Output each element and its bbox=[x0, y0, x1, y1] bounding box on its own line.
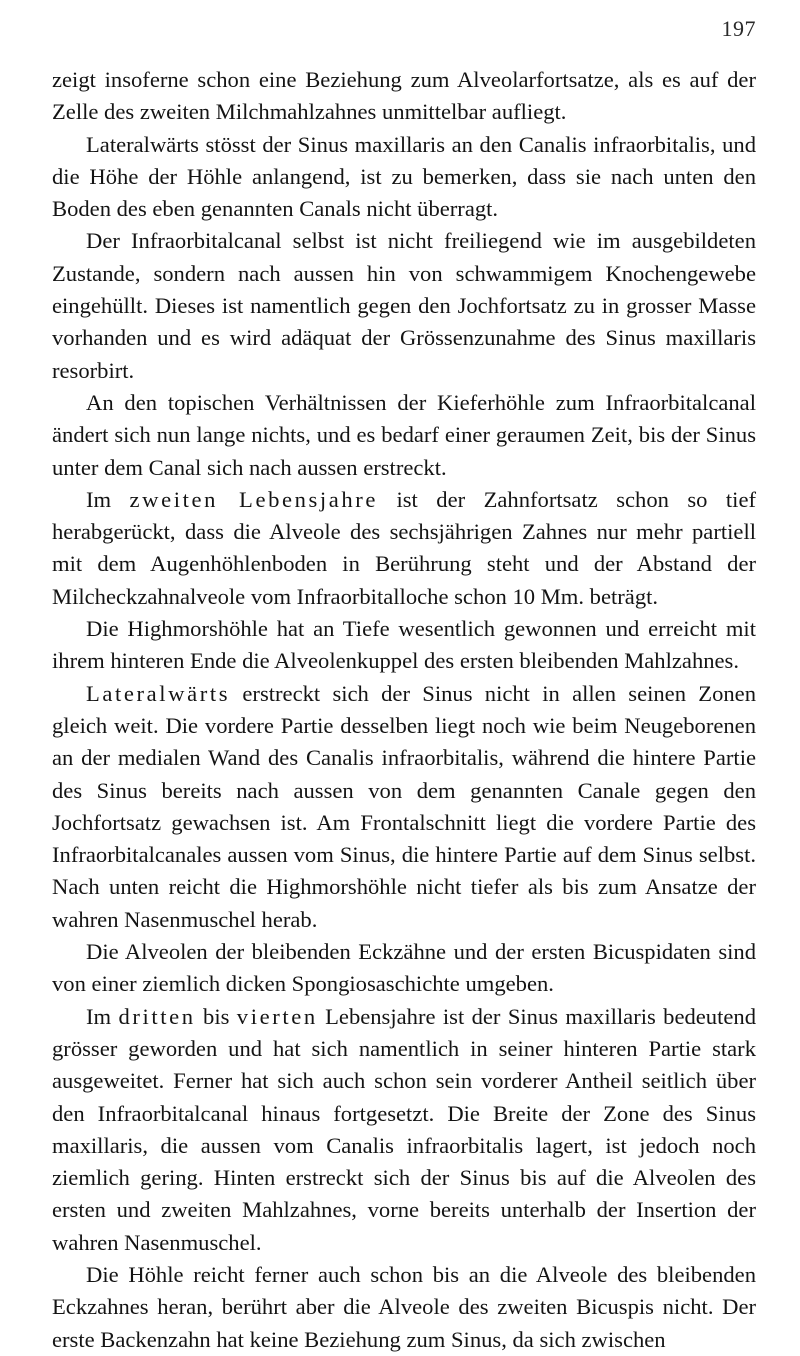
paragraph-p6 bbox=[52, 613, 756, 678]
paragraph-p4 bbox=[52, 387, 756, 484]
paragraph-text: Die Alveolen der bleibenden Eckzähne und der ersten Bicuspidaten sind von einer ziemlich dicken Spongiosaschichte umgeben. bbox=[52, 939, 756, 997]
spaced-emphasis-text: Lateralwärts bbox=[86, 680, 231, 706]
paragraph-text: erstreckt sich der Sinus nicht in allen seinen Zonen gleich weit. Die vordere Partie desselben liegt noch wie beim Neugeborenen an der medialen Wand des Canalis infraorbitalis, während die hintere Partie des Sinus bereits nach aussen von dem genannten Canale gegen den Jochfortsatz gewachsen ist. Am Frontalschnitt liegt die vordere Partie des Infraorbitalcanales aussen vom Sinus, die hintere Partie auf dem Sinus selbst. Nach unten reicht die Highmorshöhle nicht tiefer als bis zum Ansatze der wahren Nasenmuschel herab. bbox=[52, 680, 756, 932]
paragraph-p10 bbox=[52, 1259, 756, 1356]
text-body bbox=[52, 64, 756, 1356]
paragraph-text: Die Höhle reicht ferner auch schon bis an die Alveole des bleibenden Eckzahnes heran, berührt aber die Alveole des zweiten Bicuspis nicht. Der erste Backenzahn hat keine Beziehung zum Sinus, da sich zwischen bbox=[52, 1261, 756, 1352]
paragraph-text: bis bbox=[195, 1003, 237, 1029]
spaced-emphasis-text: vierten bbox=[236, 1003, 318, 1029]
page-number: 197 bbox=[721, 16, 756, 41]
paragraph-p9 bbox=[52, 1001, 756, 1259]
paragraph-text: Lateralwärts stösst der Sinus maxillaris an den Canalis infraorbitalis, und die Höhe der Höhle anlangend, ist zu bemerken, dass sie nach unten den Boden des eben genannten Canals nicht überragt. bbox=[52, 131, 756, 222]
spaced-emphasis-text: dritten bbox=[118, 1003, 196, 1029]
paragraph-p7 bbox=[52, 678, 756, 936]
spaced-emphasis-text: zweiten Lebensjahre bbox=[129, 486, 379, 512]
paragraph-p2 bbox=[52, 129, 756, 226]
paragraph-text: Im bbox=[86, 486, 130, 512]
paragraph-text: Im bbox=[86, 1003, 119, 1029]
paragraph-p3 bbox=[52, 225, 756, 386]
paragraph-text: ist der Zahnfortsatz schon so tief herabgerückt, dass die Alveole des sechsjährigen Zahnes nur mehr partiell mit dem Augenhöhlenboden in Berührung steht und der Abstand der Milcheckzahnalveole vom Infraorbitalloche schon 10 Mm. beträgt. bbox=[52, 486, 756, 609]
paragraph-text: Die Highmorshöhle hat an Tiefe wesentlich gewonnen und erreicht mit ihrem hinteren Ende die Alveolenkuppel des ersten bleibenden Mahlzahnes. bbox=[52, 616, 756, 674]
paragraph-text: Der Infraorbitalcanal selbst ist nicht freiliegend wie im ausgebildeten Zustande, sondern nach aussen hin von schwammigem Knochengewebe eingehüllt. Dieses ist namentlich gegen den Jochfortsatz zu in grosser Masse vorhanden und es wird adäquat der Grössenzunahme des Sinus maxillaris resorbirt. bbox=[52, 228, 756, 383]
paragraph-p1 bbox=[52, 64, 756, 129]
paragraph-text: zeigt insoferne schon eine Beziehung zum Alveolarfortsatze, als es auf der Zelle des zweiten Milchmahlzahnes unmittelbar aufliegt. bbox=[52, 67, 756, 125]
paragraph-p5 bbox=[52, 484, 756, 613]
paragraph-text: An den topischen Verhältnissen der Kieferhöhle zum Infraorbitalcanal ändert sich nun lange nichts, und es bedarf einer geraumen Zeit, bis der Sinus unter dem Canal sich nach aussen erstreckt. bbox=[52, 389, 756, 480]
paragraph-text: Lebensjahre ist der Sinus maxillaris bedeutend grösser geworden und hat sich namentlich in seiner hinteren Partie stark ausgeweitet. Ferner hat sich auch schon sein vorderer Antheil seitlich über den Infraorbitalcanal hinaus fortgesetzt. Die Breite der Zone des Sinus maxillaris, die aussen vom Canalis infraorbitalis lagert, ist jedoch noch ziemlich gering. Hinten erstreckt sich der Sinus bis auf die Alveolen des ersten und zweiten Mahlzahnes, vorne bereits unterhalb der Insertion der wahren Nasenmuschel. bbox=[52, 1003, 757, 1255]
paragraph-p8 bbox=[52, 936, 756, 1001]
